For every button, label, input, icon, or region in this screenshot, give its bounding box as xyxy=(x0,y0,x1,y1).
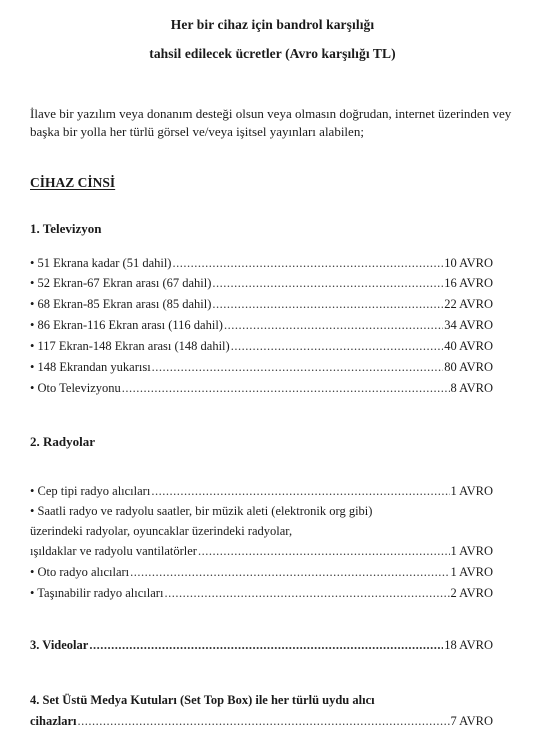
dot-leader xyxy=(130,565,449,580)
dot-leader xyxy=(122,381,450,396)
fee-row-tv-5 xyxy=(30,339,493,357)
intro-line-1: İlave bir yazılım veya donanım desteği olsun veya olmasın doğrudan, internet üzerinden vey xyxy=(30,106,512,121)
fee-label: ışıldaklar ve radyolu vantilatörler xyxy=(30,544,197,558)
fee-label: • 148 Ekrandan yukarısı xyxy=(30,360,151,374)
fee-label: • Oto radyo alıcıları xyxy=(30,565,130,579)
fee-label: • 68 Ekran-85 Ekran arası (85 dahil) xyxy=(30,297,212,311)
fee-row-settop xyxy=(30,714,493,732)
fee-label: • 52 Ekran-67 Ekran arası (67 dahil) xyxy=(30,276,212,290)
fee-amount: 10 AVRO xyxy=(444,256,493,270)
dot-leader xyxy=(151,484,449,499)
document-title-line-2: tahsil edilecek ücretler (Avro karşılığı TL) xyxy=(149,46,396,61)
fee-row-video xyxy=(30,638,493,656)
fee-row-tv-2 xyxy=(30,276,493,294)
section-heading-device-type: CİHAZ CİNSİ xyxy=(30,175,116,190)
settop-line-1: 4. Set Üstü Medya Kutuları (Set Top Box) ile her türlü uydu alıcı xyxy=(30,693,375,707)
fee-amount: 1 AVRO xyxy=(450,544,493,558)
fee-row-tv-7 xyxy=(30,381,493,399)
dot-leader xyxy=(231,339,444,354)
fee-row-radio-clock xyxy=(30,544,493,562)
document-title-line-1: Her bir cihaz için bandrol karşılığı xyxy=(170,17,375,32)
dot-leader xyxy=(224,318,443,333)
dot-leader xyxy=(198,544,450,559)
fee-label: • Taşınabilir radyo alıcıları xyxy=(30,586,164,600)
fee-amount: 80 AVRO xyxy=(444,360,493,374)
fee-label: • 86 Ekran-116 Ekran arası (116 dahil) xyxy=(30,318,223,332)
fee-amount: 16 AVRO xyxy=(444,276,493,290)
category-title-radio: 2. Radyolar xyxy=(30,434,95,449)
category-title-tv: 1. Televizyon xyxy=(30,221,102,236)
fee-row-tv-6 xyxy=(30,360,493,378)
fee-amount: 34 AVRO xyxy=(444,318,493,332)
fee-row-radio-car xyxy=(30,565,493,583)
fee-row-tv-4 xyxy=(30,318,493,336)
fee-amount: 1 AVRO xyxy=(450,484,493,498)
fee-row-tv-1 xyxy=(30,256,493,274)
fee-amount: 40 AVRO xyxy=(444,339,493,353)
dot-leader xyxy=(89,638,443,653)
fee-label: cihazları xyxy=(30,714,77,728)
fee-label: • Oto Televizyonu xyxy=(30,381,121,395)
dot-leader xyxy=(172,256,443,271)
fee-row-tv-3 xyxy=(30,297,493,315)
fee-label: • Cep tipi radyo alıcıları xyxy=(30,484,151,498)
intro-line-2: başka bir yolla her türlü görsel ve/veya işitsel yayınları alabilen; xyxy=(30,124,364,139)
dot-leader xyxy=(212,297,443,312)
fee-row-radio-pocket xyxy=(30,484,493,502)
fee-amount: 22 AVRO xyxy=(444,297,493,311)
dot-leader xyxy=(78,714,450,729)
dot-leader xyxy=(152,360,444,375)
dot-leader xyxy=(212,276,443,291)
fee-label: 3. Videolar xyxy=(30,638,89,652)
fee-amount: 8 AVRO xyxy=(450,381,493,395)
radio-clock-line-2: üzerindeki radyolar, oyuncaklar üzerindeki radyolar, xyxy=(30,524,293,538)
fee-row-radio-portable xyxy=(30,586,493,604)
fee-label: • 117 Ekran-148 Ekran arası (148 dahil) xyxy=(30,339,230,353)
fee-amount: 18 AVRO xyxy=(444,638,493,652)
fee-amount: 1 AVRO xyxy=(450,565,493,579)
fee-amount: 7 AVRO xyxy=(450,714,493,728)
dot-leader xyxy=(164,586,449,601)
fee-label: • 51 Ekrana kadar (51 dahil) xyxy=(30,256,172,270)
radio-clock-line-1: • Saatli radyo ve radyolu saatler, bir müzik aleti (elektronik org gibi) xyxy=(30,504,373,518)
fee-amount: 2 AVRO xyxy=(450,586,493,600)
